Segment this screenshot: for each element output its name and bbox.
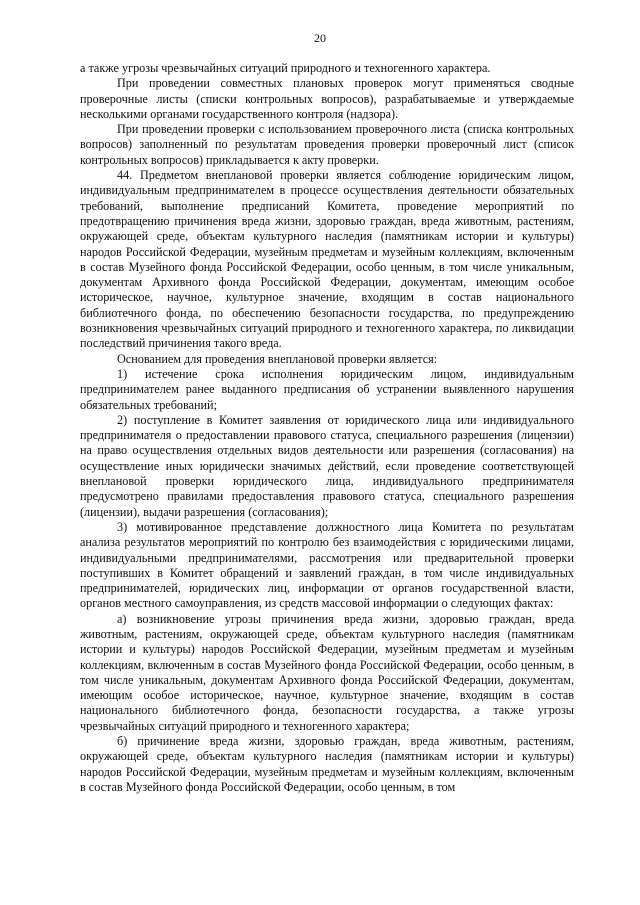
paragraph: 2) поступление в Комитет заявления от юридического лица или индивидуального предпринимателя о предоставлении правового статуса, специального разрешения (лицензии) на право осуществления отдельных видов деятельности или разрешения (согласования) на осуществление иных юридически значимых действий, если проведение соответствующей внеплановой проверки юридического лица, индивидуального предпринимателя предусмотрено правилами предоставления правового статуса, специального разрешения (лицензии), выдачи разрешения (согласования); <box>80 412 574 519</box>
paragraph: б) причинение вреда жизни, здоровью граждан, вреда животным, растениям, окружающей среде, объектам культурного наследия (памятникам истории и культуры) народов Российской Федерации, музейным предметам и музейным коллекциям, включенным в состав Музейного фонда Российской Федерации, особо ценным, в том <box>80 734 574 794</box>
page-number: 20 <box>314 31 326 45</box>
paragraph: Основанием для проведения внеплановой проверки является: <box>117 351 438 366</box>
paragraph: 3) мотивированное представление должностного лица Комитета по результатам анализа результатов мероприятий по контролю без взаимодействия с юридическими лицами, индивидуальными предпринимателями, рассмотрения или предварительной проверки поступивших в Комитет обращений и заявлений граждан, в том числе индивидуальных предпринимателей, юридических лиц, информации от органов государственной власти, органов местного самоуправления, из средств массовой информации о следующих фактах: <box>80 519 574 611</box>
document-body <box>80 61 574 795</box>
paragraph: При проведении совместных плановых проверок могут применяться сводные проверочные листы (списки контрольных вопросов), разрабатываемые и утверждаемые несколькими органами государственного контроля (надзора). <box>80 76 574 121</box>
paragraph: 44. Предметом внеплановой проверки является соблюдение юридическим лицом, индивидуальным предпринимателем в процессе осуществления деятельности обязательных требований, выполнение предписаний Комитета, проведение мероприятий по предотвращению причинения вреда жизни, здоровью граждан, вреда животным, растениям, окружающей среде, объектам культурного наследия (памятникам истории и культуры) народов Российской Федерации, музейным предметам и музейным коллекциям, включенным в состав Музейного фонда Российской Федерации, особо ценным, в том числе уникальным, документам Архивного фонда Российской Федерации, документам, имеющим особое историческое, научное, культурное значение, входящим в состав национального библиотечного фонда, по обеспечению безопасности государства, по предупреждению возникновения чрезвычайных ситуаций природного и техногенного характера, по ликвидации последствий причинения такого вреда. <box>80 168 574 351</box>
paragraph: При проведении проверки с использованием проверочного листа (списка контрольных вопросов) заполненный по результатам проведения проверки проверочный лист (список контрольных вопросов) прикладывается к акту проверки. <box>80 122 574 167</box>
paragraph: а также угрозы чрезвычайных ситуаций природного и техногенного характера. <box>80 61 491 75</box>
paragraph: 1) истечение срока исполнения юридическим лицом, индивидуальным предпринимателем ранее выданного предписания об устранении выявленного нарушения обязательных требований; <box>80 366 574 412</box>
paragraph: а) возникновение угрозы причинения вреда жизни, здоровью граждан, вреда животным, растениям, окружающей среде, объектам культурного наследия (памятникам истории и культуры) народов Российской Федерации, музейным предметам и музейным коллекциям, включенным в состав Музейного фонда Российской Федерации, особо ценным, в том числе уникальным, документам Архивного фонда Российской Федерации, документам, имеющим особое историческое, научное, культурное значение, входящим в состав национального библиотечного фонда, безопасности государства, а также угрозы чрезвычайных ситуаций природного и техногенного характера; <box>80 611 574 733</box>
